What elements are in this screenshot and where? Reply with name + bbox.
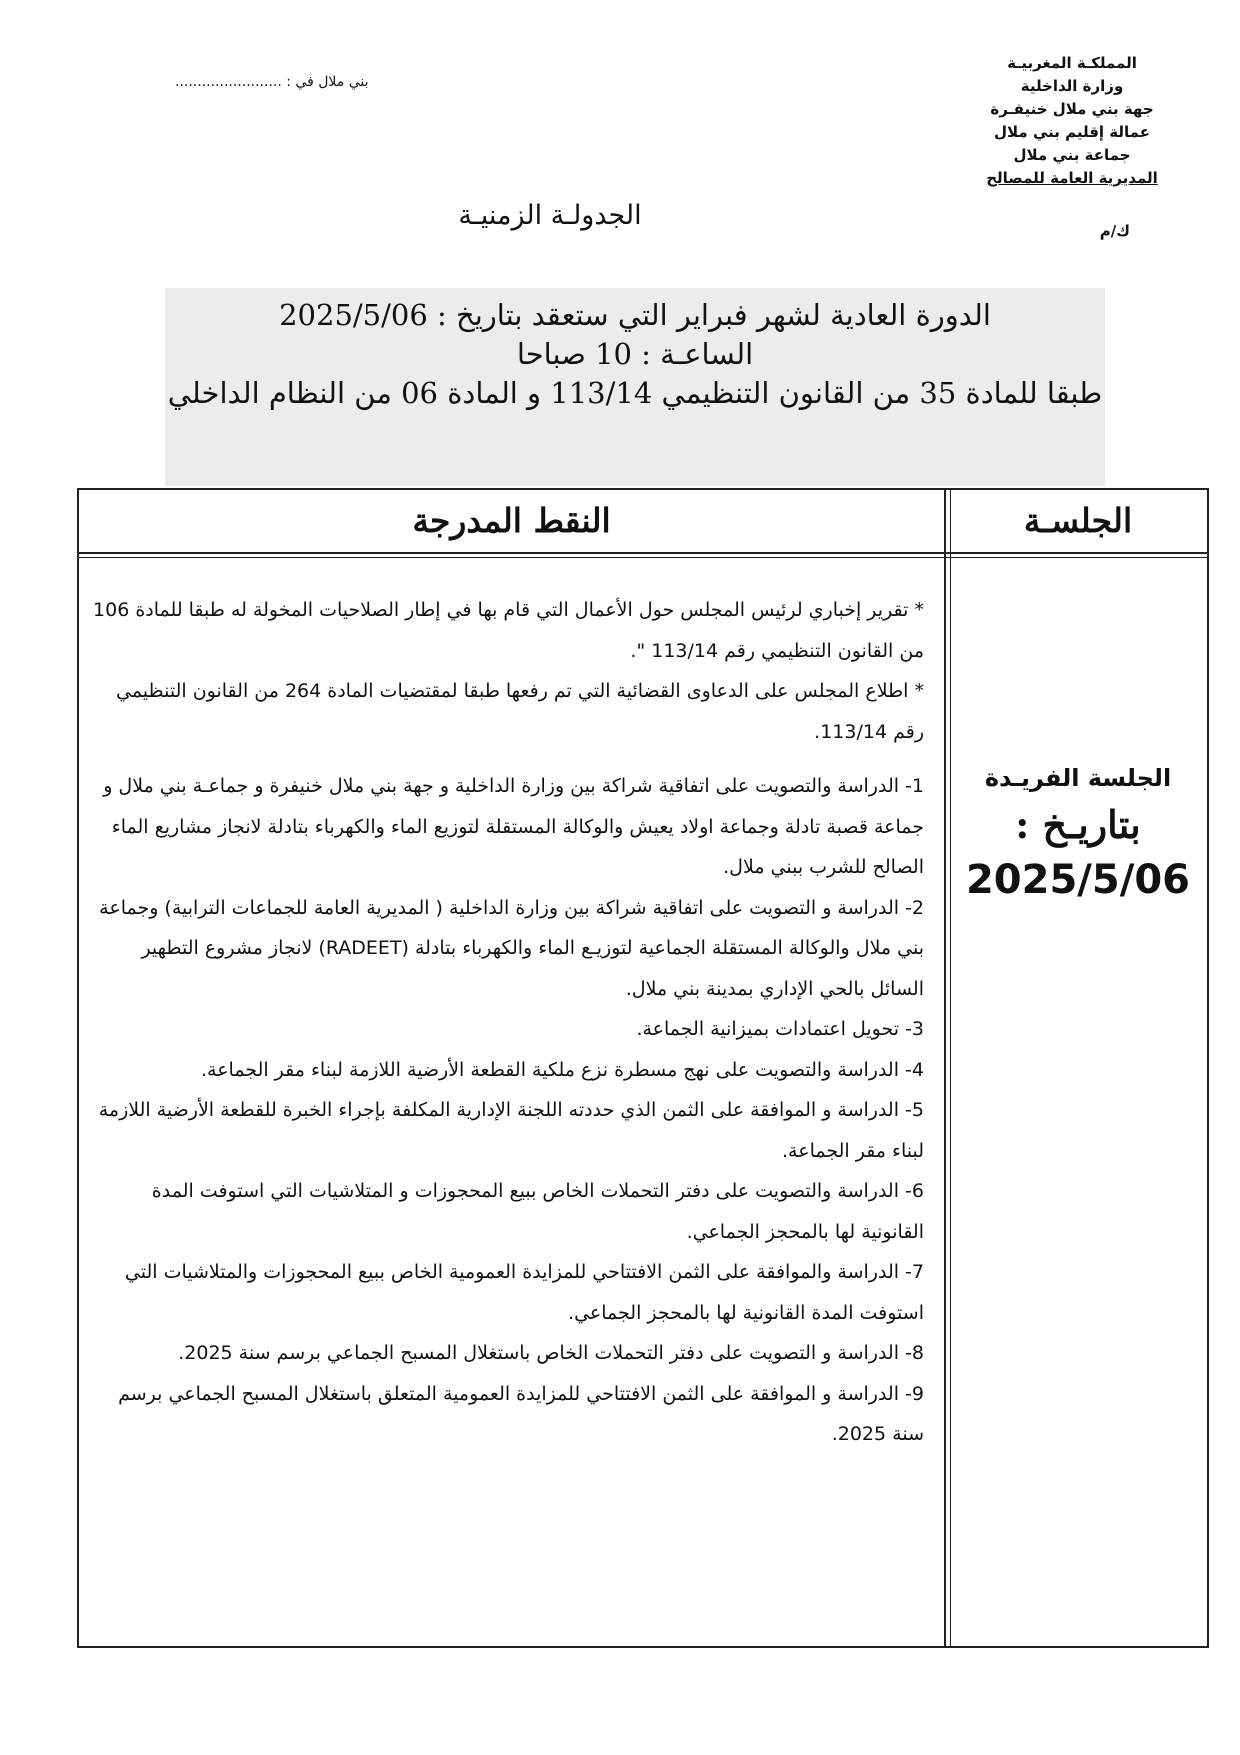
row-divider [79,552,1207,554]
agenda-item: 9- الدراسة و الموافقة على الثمن الافتتاحي للمزايدة العمومية المتعلق باستغلال المسبح الجماعي برسم سنة 2025. [118,1382,924,1445]
ministry-header [952,52,1192,190]
agenda-item: 2- الدراسة و التصويت على اتفاقية شراكة بين وزارة الداخلية ( المديرية العامة للجماعات الترابية) وجماعة بني ملال والوكالة المستقلة الجماعية لتوزيـع الماء والكهرباء بتادلة (RADEET) لانجاز مشروع التطهير السائل بالحي الإداري بمدينة بني ملال. [99,896,924,1000]
document-title: الجدولـة الزمنيـة [458,200,642,231]
session-info-box [165,288,1105,486]
row-divider [79,557,1207,558]
session-time-line: الساعـة : 10 صباحا [516,337,754,371]
preamble-item: * تقرير إخباري لرئيس المجلس حول الأعمال التي قام بها في إطار الصلاحيات المخولة له طبقا للمادة 106 من القانون التنظيمي رقم 113/14 ". [93,599,924,662]
agenda-item: 1- الدراسة والتصويت على اتفاقية شراكة بين وزارة الداخلية و جهة بني ملال خنيفرة و جماعـة بني ملال و جماعة قصبة تادلة وجماعة اولاد يعيش والوكالة المستقلة لتوزيع الماء والكهرباء بتادلة لانجاز مشاريع الماء الصالح للشرب ببني ملال. [103,775,924,878]
header-line: وزارة الداخلية [1020,77,1124,95]
session-name: الجلسة الفريـدة [984,764,1172,792]
agenda-item: 8- الدراسة و التصويت على دفتر التحملات الخاص باستغلال المسبح الجماعي برسم سنة 2025. [178,1342,924,1364]
session-cell [949,758,1207,908]
reference-code: ك/م [1099,222,1130,240]
session-date-label: بتاريـخ : [1015,802,1141,847]
place-date: بني ملال في : ........................ [175,74,369,90]
header-line: جهة بني ملال خنيفـرة [990,100,1154,118]
legal-basis-line: طبقا للمادة 35 من القانون التنظيمي 113/14 و المادة 06 من النظام الداخلي [167,376,1103,410]
agenda-item: 6- الدراسة والتصويت على دفتر التحملات الخاص ببيع المحجوزات و المتلاشيات التي استوفت المدة القانونية لها بالمحجز الجماعي. [151,1180,924,1243]
header-line: جماعة بني ملال [1013,146,1131,164]
agenda-item: 3- تحويل اعتمادات بميزانية الجماعة. [636,1018,924,1040]
session-date: 2025/5/06 [965,857,1191,903]
header-line: المملكـة المغربيـة [1007,54,1137,72]
column-divider [950,490,951,1646]
agenda-points [89,590,924,1455]
agenda-item: 4- الدراسة والتصويت على نهج مسطرة نزع ملكية القطعة الأرضية اللازمة لبناء مقر الجماعة. [200,1058,924,1081]
agenda-table [77,488,1209,1648]
column-header-session: الجلسـة [1023,501,1133,540]
department-name: المديرية العامة للمصالح [986,169,1158,187]
session-date-line: الدورة العادية لشهر فبراير التي ستعقد بتاريخ : 2025/5/06 [279,298,991,332]
agenda-item: 7- الدراسة والموافقة على الثمن الافتتاحي للمزايدة العمومية الخاص ببيع المحجوزات والمتلاشيات التي استوفت المدة القانونية لها بالمحجز الجماعي. [124,1261,924,1324]
column-divider [944,490,946,1646]
agenda-item: 5- الدراسة و الموافقة على الثمن الذي حددته اللجنة الإدارية المكلفة بإجراء الخبرة للقطعة الأرضية اللازمة لبناء مقر الجماعة. [98,1099,924,1162]
header-line: عمالة إقليم بني ملال [994,123,1150,141]
preamble-item: * اطلاع المجلس على الدعاوى القضائية التي تم رفعها طبقا لمقتضيات المادة 264 من القانون التنظيمي رقم 113/14. [115,680,924,743]
column-header-points: النقط المدرجة [412,501,611,540]
